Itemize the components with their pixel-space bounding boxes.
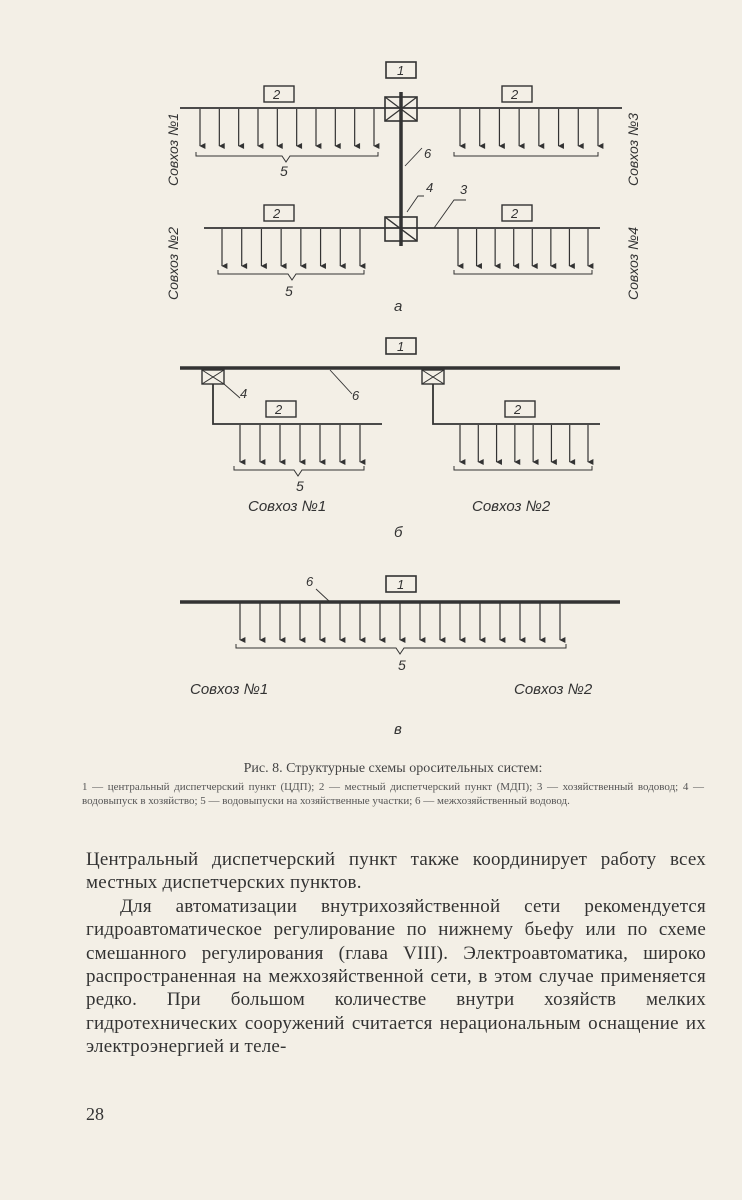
label-5: 5: [398, 657, 406, 673]
label-1: 1: [397, 577, 405, 592]
panel-b: [180, 338, 620, 476]
outlet-arrows: [458, 229, 588, 266]
label-5: 5: [285, 283, 293, 299]
label-2: 2: [273, 206, 281, 221]
label-1: 1: [397, 339, 405, 354]
label-2: 2: [273, 87, 281, 102]
page-number: 28: [86, 1104, 104, 1124]
outlet-arrows: [240, 603, 560, 640]
farm-label: Совхоз №4: [625, 226, 641, 300]
label-6: 6: [306, 574, 314, 589]
brace: [454, 152, 598, 156]
body-text: [86, 848, 706, 1059]
farm-label: Совхоз №3: [625, 112, 641, 186]
farm-label: Совхоз №1: [165, 112, 181, 186]
farm-label: Совхоз №1: [248, 498, 327, 515]
panel-letter-b: б: [394, 524, 403, 541]
outlet-arrows: [200, 109, 374, 146]
farm-label: Совхоз №2: [472, 498, 551, 515]
paragraph: Для автоматизации внутрихозяйственной сети рекомендуется гидроавтоматическое регулирование по нижнему бьефу или по схеме смешанного регулирования (глава VIII). Электроавтоматика, широко распространенная на межхозяйственной сети, в этом случае применяется редко. При большом количестве внутри хозяйств мелких гидротехнических сооружений считается нерациональным оснащение их электроэнергией и теле-: [86, 895, 706, 1058]
brace: [236, 644, 566, 654]
farm-label: Совхоз №2: [165, 226, 181, 300]
panel-c-labels: [190, 574, 593, 738]
outlet-arrows: [460, 109, 598, 146]
panel-a: [180, 62, 622, 280]
figure-caption: [82, 760, 704, 808]
panel-letter-c: в: [394, 721, 402, 738]
caption-title: Рис. 8. Структурные схемы оросительных систем:: [243, 761, 543, 776]
farm-label: Совхоз №1: [190, 681, 269, 698]
panel-a-labels: [165, 63, 641, 315]
outlet: [202, 370, 224, 384]
label-1: 1: [397, 63, 405, 78]
brace: [454, 270, 592, 274]
outlet: [422, 370, 444, 384]
outlet-arrows: [222, 229, 360, 266]
paragraph: Центральный диспетчерский пункт также координирует работу всех местных диспетчерских пунктов.: [86, 849, 706, 894]
label-5: 5: [296, 478, 304, 494]
label-2: 2: [511, 87, 519, 102]
label-4: 4: [240, 386, 248, 401]
label-6: 6: [352, 388, 360, 403]
caption-legend: 1 — центральный диспетчерский пункт (ЦДП); 2 — местный диспетчерский пункт (МДП); 3 — хозяйственный водовод; 4 — водовыпуск в хозяйство; 5 — водовыпуски на хозяйственные участки; 6 — межхозяйственный водовод.: [82, 781, 704, 807]
brace: [196, 152, 378, 162]
farm-label: Совхоз №2: [514, 681, 593, 698]
brace: [234, 466, 364, 476]
label-2: 2: [511, 206, 519, 221]
label-2: 2: [275, 402, 283, 417]
outlet-arrows: [460, 425, 588, 462]
label-3: 3: [460, 182, 468, 197]
label-4: 4: [426, 180, 434, 195]
panel-letter-a: а: [394, 298, 403, 315]
label-5: 5: [280, 163, 288, 179]
outlet-arrows: [240, 425, 360, 462]
label-6: 6: [424, 146, 432, 161]
brace: [454, 466, 592, 470]
brace: [218, 270, 364, 280]
label-2: 2: [514, 402, 522, 417]
